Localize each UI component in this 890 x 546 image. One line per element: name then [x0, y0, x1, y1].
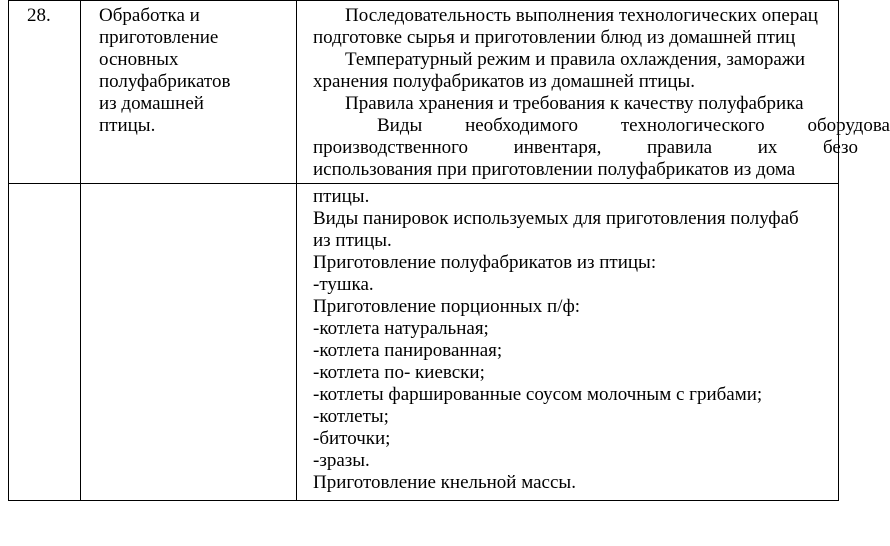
content-line: -котлета натуральная;	[313, 318, 489, 339]
topic-cell	[81, 184, 297, 501]
content-line: птицы.	[313, 186, 370, 207]
table-row	[9, 184, 839, 501]
content-line: Приготовление кнельной массы.	[313, 472, 576, 493]
topic-title	[81, 1, 296, 137]
content-line: хранения полуфабрикатов из домашней птицы.	[313, 71, 696, 92]
word: необходимого	[465, 115, 579, 136]
word: оборудова	[807, 115, 890, 136]
word: Виды	[377, 115, 423, 136]
topic-line: Обработка и	[99, 5, 200, 26]
topic-line: птицы.	[99, 115, 156, 136]
word: безо	[822, 137, 858, 158]
topic-line: из домашней	[99, 93, 204, 114]
content-line: использования при приготовлении полуфабрикатов из дома	[313, 159, 796, 180]
content-line: -биточки;	[313, 428, 391, 449]
content-text	[297, 184, 838, 494]
topic-line: основных	[99, 49, 179, 70]
word: технологического	[620, 115, 765, 136]
word: производственного	[313, 137, 468, 158]
topic-line: приготовление	[99, 27, 219, 48]
content-cell	[297, 184, 839, 501]
content-line: -зразы.	[313, 450, 370, 471]
content-line: Приготовление полуфабрикатов из птицы:	[313, 252, 657, 273]
number-cell	[9, 184, 81, 501]
table-row	[9, 1, 839, 184]
content-text	[297, 1, 890, 181]
topic-line: полуфабрикатов	[99, 71, 231, 92]
word: инвентаря,	[513, 137, 602, 158]
content-line: -котлета по- киевски;	[313, 362, 485, 383]
content-cell	[297, 1, 890, 184]
curriculum-table	[8, 0, 890, 501]
content-line: Виды панировок используемых для приготовления полуфаб	[313, 208, 799, 229]
topic-cell	[81, 1, 297, 184]
number-cell	[9, 1, 81, 184]
content-line: Последовательность выполнения технологических операц	[345, 5, 818, 26]
content-line: Приготовление порционных п/ф:	[313, 296, 581, 317]
content-line: -котлета панированная;	[313, 340, 503, 361]
word: правила	[646, 137, 713, 158]
content-line-justified	[313, 115, 890, 137]
content-line: подготовке сырья и приготовлении блюд из домашней птиц	[313, 27, 796, 48]
content-line: Температурный режим и правила охлаждения, заморажи	[345, 49, 806, 70]
content-line: -котлеты фаршированные соусом молочным с грибами;	[313, 384, 763, 405]
word: их	[757, 137, 778, 158]
content-line: -тушка.	[313, 274, 374, 295]
content-line-justified	[313, 137, 858, 159]
content-line: Правила хранения и требования к качеству полуфабрика	[345, 93, 804, 114]
content-line: -котлеты;	[313, 406, 389, 427]
row-number: 28.	[27, 5, 51, 26]
content-line: из птицы.	[313, 230, 392, 251]
